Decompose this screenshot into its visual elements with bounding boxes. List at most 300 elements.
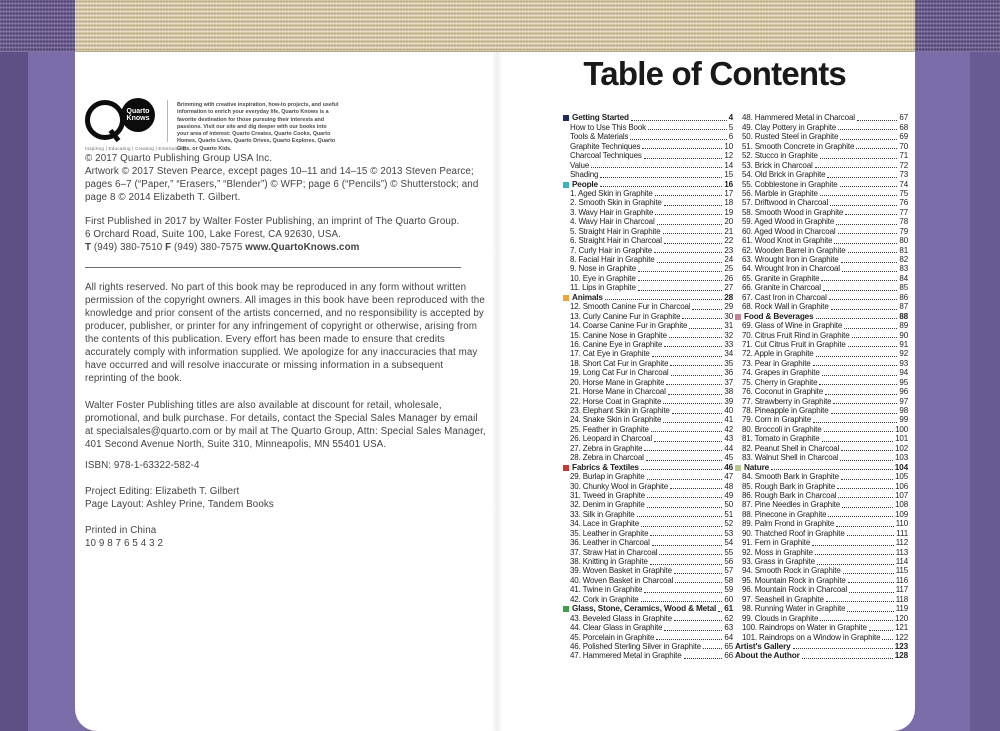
phone-t-label: T [85,242,92,253]
toc-label: 69. Glass of Wine in Graphite [742,321,843,331]
toc-label: 77. Strawberry in Graphite [742,396,832,406]
toc-page-number: 52 [724,519,733,529]
toc-entry [735,283,908,292]
toc-entry [735,509,908,518]
toc-label: 1. Aged Skin in Graphite [570,188,653,198]
toc-page-number: 75 [899,188,908,198]
toc-entry [563,264,733,273]
toc-entry [735,217,908,226]
toc-label: 27. Zebra in Graphite [570,443,643,453]
toc-entry [735,519,908,528]
toc-entry [735,377,908,386]
toc-entry [735,170,908,179]
toc-page-number: 4 [728,113,733,123]
toc-entry [735,292,908,301]
toc-page-number: 54 [724,538,733,548]
toc-page-number: 106 [895,481,908,491]
dot-leader [834,243,897,244]
toc-label: 37. Straw Hat in Charcoal [570,547,658,557]
toc-label: 64. Wrought Iron in Charcoal [742,264,840,274]
toc-label: 43. Beveled Glass in Graphite [570,613,672,623]
toc-page-number: 44 [724,443,733,453]
toc-entry [735,481,908,490]
dot-leader [820,158,898,159]
toc-label: 17. Cat Eye in Graphite [570,349,650,359]
toc-label: 20. Horse Mane in Graphite [570,377,665,387]
toc-label: 55. Cobblestone in Graphite [742,179,838,189]
dot-leader [641,526,722,527]
dot-leader [664,205,723,206]
toc-page-number: 85 [899,283,908,293]
quarto-knows-logo [85,98,415,150]
toc-entry [735,226,908,235]
toc-page-number: 107 [895,490,908,500]
dot-leader [682,318,722,319]
toc-page-number: 61 [724,604,733,614]
toc-page-number: 73 [899,170,908,180]
toc-page-number: 115 [895,566,908,576]
toc-label: 72. Apple in Graphite [742,349,814,359]
toc-label: 4. Wavy Hair in Charcoal [570,217,655,227]
dot-leader [651,431,723,432]
section-bullet-icon [563,295,569,301]
dot-leader [813,422,897,423]
toc-section-heading [563,462,733,471]
toc-entry [735,632,908,641]
toc-entry [563,349,733,358]
dot-leader [655,195,723,196]
toc-label: 53. Brick in Charcoal [742,160,813,170]
toc-label: People [572,179,598,189]
toc-page-number: 78 [899,217,908,227]
dot-leader [642,148,722,149]
toc-label: 47. Hammered Metal in Graphite [570,651,682,661]
dot-leader [631,120,727,121]
toc-page-number: 111 [896,528,908,538]
dot-leader [638,280,723,281]
toc-page-number: 58 [724,575,733,585]
dot-leader [718,611,722,612]
dot-leader [674,620,722,621]
toc-page-number: 97 [899,396,908,406]
toc-entry [563,538,733,547]
dot-leader [841,262,898,263]
toc-entry [563,623,733,632]
toc-label: 70. Citrus Fruit Rind in Graphite [742,330,850,340]
toc-entry [563,472,733,481]
dot-leader [600,177,722,178]
toc-label: 65. Granite in Graphite [742,273,820,283]
toc-section-heading [735,651,908,660]
toc-page-number: 71 [899,151,908,161]
dot-leader [793,648,893,649]
toc-entry [563,226,733,235]
toc-entry [735,613,908,622]
toc-entry [563,396,733,405]
toc-entry [735,264,908,273]
dot-leader [637,516,723,517]
toc-entry [735,255,908,264]
dot-leader [644,450,722,451]
toc-label: 99. Clouds in Graphite [742,613,819,623]
toc-label: 15. Canine Nose in Graphite [570,330,667,340]
toc-label: 16. Canine Eye in Graphite [570,339,663,349]
toc-label: 66. Granite in Charcoal [742,283,821,293]
toc-entry [735,236,908,245]
toc-label: 100. Raindrops on Water in Graphite [742,623,867,633]
toc-label: 91. Fern in Graphite [742,538,811,548]
toc-page-number: 83 [899,264,908,274]
toc-entry [735,113,908,122]
dot-leader [664,346,722,347]
toc-entry [735,453,908,462]
toc-page-number: 30 [724,311,733,321]
dot-leader [670,365,722,366]
toc-entry [735,472,908,481]
fabric-band-purple-right [915,0,1000,52]
dot-leader [644,158,723,159]
toc-label: 33. Silk in Graphite [570,509,635,519]
toc-label: How to Use This Book [570,122,646,132]
toc-entry [735,132,908,141]
dot-leader [848,252,898,253]
toc-page-number: 10 [724,141,733,151]
dot-leader [856,148,897,149]
toc-page-number: 70 [899,141,908,151]
toc-label: 7. Curly Hair in Graphite [570,245,653,255]
toc-page-number: 15 [724,170,733,180]
toc-page-number: 60 [724,594,733,604]
toc-page-number: 68 [899,122,908,132]
toc-page-number: 29 [724,302,733,312]
toc-page-number: 76 [899,198,908,208]
toc-page-number: 62 [724,613,733,623]
toc-entry [563,132,733,141]
toc-entry [735,396,908,405]
dot-leader [841,479,893,480]
toc-column-2 [735,113,908,660]
toc-entry [735,528,908,537]
toc-entry [735,179,908,188]
toc-label: 8. Facial Hair in Graphite [570,255,655,264]
toc-entry [563,245,733,254]
toc-entry [735,321,908,330]
toc-label: 41. Twine in Graphite [570,585,643,595]
toc-label: 3. Wavy Hair in Graphite [570,207,654,217]
toc-entry [735,406,908,415]
toc-entry [563,217,733,226]
toc-label: 59. Aged Wood in Graphite [742,217,835,227]
page-title: Table of Contents [583,55,846,92]
dot-leader [675,582,722,583]
dot-leader [638,271,722,272]
toc-entry [563,642,733,651]
dot-leader [849,592,894,593]
dot-leader [641,601,723,602]
isbn-text: ISBN: 978-1-63322-582-4 [85,460,200,471]
toc-page-number: 104 [894,462,908,472]
dot-leader [672,413,723,414]
toc-entry [563,189,733,198]
toc-page-number: 34 [724,349,733,359]
section-bullet-icon [563,115,569,121]
toc-page-number: 40 [724,406,733,415]
dot-leader [638,290,723,291]
sales-block [85,399,486,451]
toc-page-number: 59 [724,585,733,595]
toc-label: 76. Coconut in Graphite [742,387,824,397]
toc-label: 44. Clear Glass in Graphite [570,623,663,633]
toc-label: 82. Peanut Shell in Charcoal [742,443,840,453]
toc-entry [735,424,908,433]
toc-entry [563,141,733,150]
toc-entry [563,651,733,660]
toc-page-number: 86 [899,292,908,302]
dot-leader [822,441,894,442]
dot-leader [663,233,723,234]
toc-entry [563,377,733,386]
toc-label: 21. Horse Mane in Charcoal [570,387,666,397]
section-bullet-icon [735,465,741,471]
toc-entry [563,509,733,518]
dot-leader [833,403,897,404]
dot-leader [813,365,898,366]
toc-label: 79. Corn in Graphite [742,415,812,425]
toc-entry [735,141,908,150]
toc-label: About the Author [735,651,800,661]
toc-label: 36. Leather in Charcoal [570,538,650,548]
toc-entry [563,236,733,245]
toc-label: Graphite Techniques [570,141,641,151]
toc-page-number: 5 [728,122,733,132]
toc-page-number: 43 [724,434,733,444]
toc-entry [563,255,733,264]
dot-leader [671,375,723,376]
toc-page-number: 37 [724,377,733,387]
toc-entry [735,198,908,207]
toc-label: 51. Smooth Concrete in Graphite [742,141,855,151]
dot-leader [657,262,723,263]
toc-label: Tools & Materials [570,132,629,142]
toc-section-heading [735,311,908,320]
dot-leader [848,582,894,583]
toc-entry [563,311,733,320]
toc-entry [735,557,908,566]
dot-leader [842,507,893,508]
toc-page-number: 22 [724,236,733,246]
toc-label: Artist's Gallery [735,641,791,651]
toc-page-number: 108 [895,500,908,510]
toc-entry [563,547,733,556]
toc-page-number: 47 [724,472,733,482]
book-spread [75,52,915,731]
toc-entry [735,189,908,198]
toc-entry [735,434,908,443]
toc-entry [735,122,908,131]
publisher-block [85,215,487,254]
toc-page-number: 46 [724,462,733,472]
toc-entry [735,358,908,367]
toc-entry [735,368,908,377]
toc-label: 98. Running Water in Graphite [742,604,846,614]
toc-page-number: 6 [728,132,733,142]
dot-leader [663,422,722,423]
toc-entry [735,566,908,575]
toc-page-number: 89 [899,321,908,331]
toc-entry [563,170,733,179]
toc-page-number: 95 [899,377,908,387]
toc-page-number: 66 [724,651,733,661]
toc-page-number: 79 [899,226,908,236]
section-bullet-icon [563,182,569,188]
dot-leader [837,488,893,489]
dot-leader [600,186,722,187]
toc-page-number: 113 [895,547,908,557]
toc-label: 57. Driftwood in Charcoal [742,198,829,208]
toc-entry [563,434,733,443]
dot-leader [817,564,894,565]
toc-entry [735,340,908,349]
toc-section-heading [735,462,908,471]
toc-page-number: 21 [724,226,733,236]
toc-page-number: 23 [724,245,733,255]
printing-block [85,524,385,550]
toc-label: 67. Cast Iron in Charcoal [742,292,827,302]
toc-section-heading [563,604,733,613]
toc-entry [563,198,733,207]
toc-label: Charcoal Techniques [570,151,642,161]
sales-paragraph: Walter Foster Publishing titles are also available at discount for retail, wholesale, promotional, and bulk purchase. For details, contact the Special Sales Manager by email at specialsales@quarto.com or by mail at The Quarto Group, Attn: Special Sales Manager, 401 Second Avenue North, Suite 310, Minneapolis, MN 55401 USA. [85,400,486,450]
toc-label: 87. Pine Needles in Graphite [742,500,841,510]
toc-label: 85. Rough Bark in Graphite [742,481,836,491]
dot-leader [591,167,722,168]
dot-leader [689,328,722,329]
toc-entry [563,302,733,311]
dot-leader [824,431,894,432]
toc-label: 23. Elephant Skin in Graphite [570,406,670,415]
toc-page-number: 33 [724,339,733,349]
dot-leader [647,497,722,498]
toc-entry [563,566,733,575]
quarto-q-icon [85,100,125,140]
toc-label: 2. Smooth Skin in Graphite [570,198,662,208]
toc-page-number: 93 [899,358,908,368]
toc-label: 92. Moss in Graphite [742,547,813,557]
toc-page-number: 87 [899,302,908,312]
toc-entry [563,443,733,452]
toc-page-number: 45 [724,453,733,463]
dot-leader [857,120,898,121]
toc-page-number: 14 [724,160,733,170]
toc-label: 62. Wooden Barrel in Graphite [742,245,846,255]
toc-page-number: 105 [895,472,908,482]
toc-entry [563,481,733,490]
toc-label: 49. Clay Pottery in Graphite [742,122,837,132]
toc-page-number: 72 [899,160,908,170]
toc-label: 42. Cork in Graphite [570,594,639,604]
dot-leader [829,299,898,300]
toc-label: 75. Cherry in Graphite [742,377,818,387]
printed-in: Printed in China [85,525,157,536]
toc-label: Getting Started [572,113,629,123]
publisher-line2: 6 Orchard Road, Suite 100, Lake Forest, CA 92630, USA. [85,229,341,240]
toc-label: 81. Tomato in Graphite [742,434,820,444]
dot-leader [831,309,898,310]
project-editing: Project Editing: Elizabeth T. Gilbert [85,486,240,497]
toc-label: 78. Pineapple in Graphite [742,406,829,415]
dot-leader [654,441,722,442]
toc-label: Fabrics & Textiles [572,462,639,472]
toc-page-number: 118 [895,594,908,604]
section-bullet-icon [735,314,741,320]
toc-label: Food & Beverages [744,311,814,321]
toc-page-number: 103 [895,453,908,463]
toc-page-number: 77 [899,207,908,217]
toc-label: 12. Smooth Canine Fur in Charcoal [570,302,691,312]
toc-label: 50. Rusted Steel in Graphite [742,132,839,142]
copyright-line: © 2017 Quarto Publishing Group USA Inc. [85,153,273,164]
phone-t-number: (949) 380-7510 [91,242,166,253]
section-bullet-icon [563,465,569,471]
toc-page-number: 27 [724,283,733,293]
rights-block [85,281,486,385]
dot-leader [816,318,898,319]
toc-page-number: 96 [899,387,908,397]
toc-entry [735,330,908,339]
toc-label: 6. Straight Hair in Charcoal [570,236,662,246]
print-run: 10 9 8 7 6 5 4 3 2 [85,538,164,549]
dot-leader [819,384,897,385]
dot-leader [654,252,722,253]
dot-leader [836,224,897,225]
toc-page-number: 12 [724,151,733,161]
dot-leader [771,469,893,470]
toc-page-number: 69 [899,132,908,142]
toc-page-number: 65 [724,641,733,651]
toc-label: 39. Woven Basket in Graphite [570,566,672,576]
toc-label: 61. Wood Knot in Graphite [742,236,833,246]
toc-page-number: 28 [724,292,733,302]
toc-label: 38. Knitting in Graphite [570,557,648,566]
dot-leader [659,554,722,555]
page-gutter [491,52,503,731]
toc-entry [563,632,733,641]
fabric-band-purple-left [0,0,75,52]
toc-label: 48. Hammered Metal in Charcoal [742,113,855,123]
dot-leader [848,346,898,347]
dot-leader [668,394,723,395]
toc-label: 52. Stucco in Graphite [742,151,818,161]
toc-page-number: 20 [724,217,733,227]
toc-label: 10. Eye in Graphite [570,273,636,283]
logo-circle-line1: Quarto [126,107,150,115]
toc-label: 74. Grapes in Graphite [742,368,820,378]
dot-leader [869,630,893,631]
dot-leader [830,205,897,206]
dot-leader [847,535,895,536]
toc-page-number: 39 [724,396,733,406]
toc-label: 32. Denim in Graphite [570,500,645,510]
toc-entry [563,321,733,330]
toc-entry [735,575,908,584]
toc-label: 80. Broccoli in Graphite [742,424,822,434]
dot-leader [692,309,722,310]
toc-page-number: 24 [724,255,733,264]
isbn-line [85,459,385,472]
toc-entry [735,594,908,603]
toc-label: 24. Snake Skin in Graphite [570,415,662,425]
toc-section-heading [735,642,908,651]
